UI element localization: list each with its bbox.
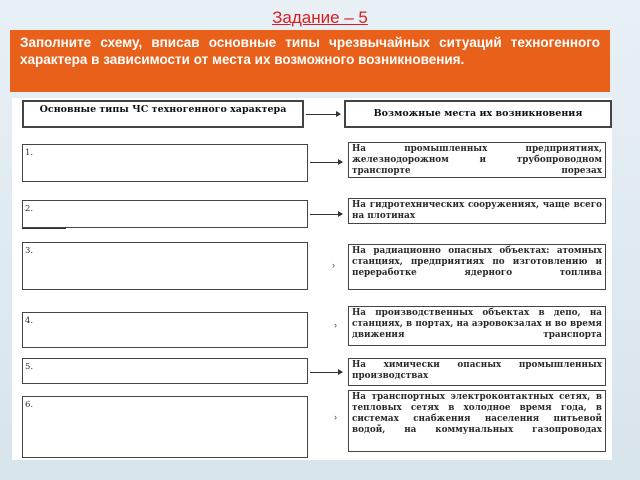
divider-line [22, 228, 66, 229]
header-arrow [306, 114, 340, 115]
task-instructions: Заполните схему, вписав основные типы чрезвычайных ситуаций техногенного характера в зависимости от места их возможного возникновения. [10, 30, 610, 92]
arrow-mark-3: › [332, 260, 335, 270]
row-number: 4. [25, 316, 34, 326]
arrow-1 [310, 162, 342, 163]
answer-box-3[interactable] [22, 242, 308, 290]
page-title: Задание – 5 [272, 8, 368, 27]
row-number: 1. [25, 148, 34, 158]
place-box-5: На химически опасных промышленных производствах [348, 358, 606, 386]
place-box-3: На радиационно опасных объектах: атомных станциях, предприятиях по изготовлению и переработке ядерного топлива [348, 244, 606, 290]
answer-box-2[interactable] [22, 200, 308, 228]
answer-box-1[interactable] [22, 144, 308, 182]
header-emergency-types: Основные типы ЧС техногенного характера [22, 100, 304, 128]
place-box-6: На транспортных электроконтактных сетях, в тепловых сетях в холодное время года, в системах снабжения населения питьевой водой, на коммунальных газопроводах [348, 390, 606, 452]
row-number: 3. [25, 246, 34, 256]
arrow-2 [310, 214, 342, 215]
row-number: 2. [25, 204, 34, 214]
place-box-2: На гидротехнических сооружениях, чаще всего на плотинах [348, 198, 606, 224]
arrow-mark-4: › [334, 320, 337, 330]
place-box-1: На промышленных предприятиях, железнодорожном и трубопроводном транспорте порезах [348, 142, 606, 178]
arrow-5 [310, 372, 342, 373]
answer-box-4[interactable] [22, 312, 308, 348]
answer-box-6[interactable] [22, 396, 308, 458]
header-places: Возможные места их возникновения [344, 100, 612, 128]
arrow-mark-6: › [334, 412, 337, 422]
answer-box-5[interactable] [22, 358, 308, 384]
row-number: 6. [25, 400, 34, 410]
place-box-4: На производственных объектах в депо, на станциях, в портах, на аэровокзалах и во время движения транспорта [348, 306, 606, 346]
scheme-diagram [12, 98, 612, 460]
row-number: 5. [25, 362, 34, 372]
